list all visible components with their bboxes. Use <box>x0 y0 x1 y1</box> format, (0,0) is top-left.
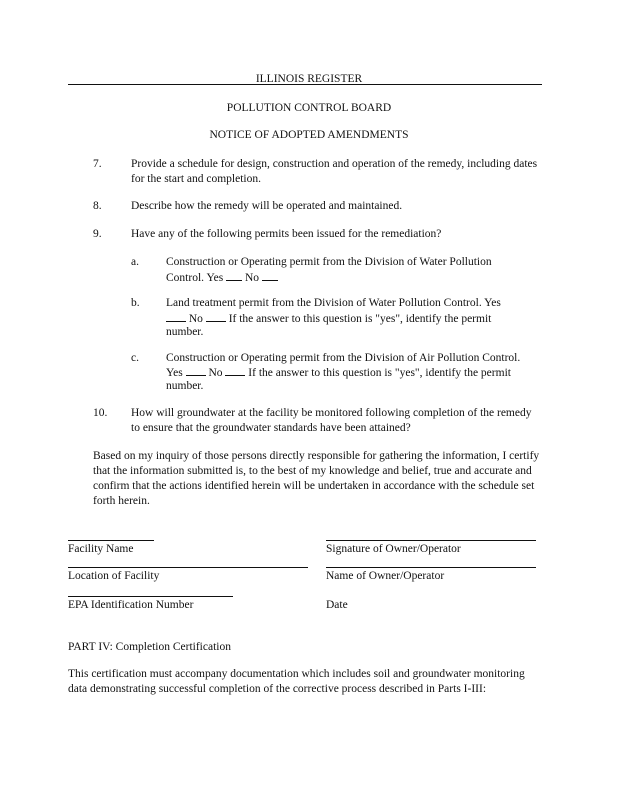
subitem-c-no-label: No <box>208 367 223 379</box>
subitem-c-line2 <box>166 365 511 381</box>
part4-title: PART IV: Completion Certification <box>68 641 231 653</box>
subitem-b-no-label: No <box>188 313 203 325</box>
epa-id-line[interactable] <box>68 596 233 597</box>
board-title: POLLUTION CONTROL BOARD <box>226 102 392 114</box>
subitem-b-no-blank[interactable] <box>206 311 226 322</box>
epa-id-label: EPA Identification Number <box>68 599 194 611</box>
subitem-a-yes-label: Control. Yes <box>166 272 224 284</box>
certification-paragraph: Based on my inquiry of those persons directly responsible for gathering the information, I certify that the information submitted is, to the best of my knowledge and belief, true and accurate and confirm that the actions identified herein will be undertaken in accordance with the schedule set forth herein. <box>93 450 540 507</box>
item-10-text: How will groundwater at the facility be monitored following completion of the remedy to ensure that the groundwater standards have been attained? <box>131 407 532 434</box>
signature-line[interactable] <box>326 540 536 541</box>
subitem-c-letter: c. <box>131 352 139 364</box>
subitem-b-line3: number. <box>166 326 204 338</box>
subitem-a-yes-blank[interactable] <box>226 270 242 281</box>
facility-name-line[interactable] <box>68 540 154 541</box>
date-label: Date <box>326 599 348 611</box>
subitem-b-line1: Land treatment permit from the Division of Water Pollution Control. Yes <box>166 297 501 309</box>
subitem-a-no-blank[interactable] <box>262 270 278 281</box>
owner-name-line[interactable] <box>326 567 536 568</box>
register-title: ILLINOIS REGISTER <box>255 73 363 85</box>
subitem-a-no-label: No <box>244 272 260 284</box>
item-9-number: 9. <box>93 228 102 240</box>
item-8-text: Describe how the remedy will be operated and maintained. <box>131 200 403 212</box>
item-7-number: 7. <box>93 158 102 170</box>
item-7-text: Provide a schedule for design, construction and operation of the remedy, including dates for the start and completion. <box>131 158 538 185</box>
subitem-c-yes-label: Yes <box>166 367 183 379</box>
subitem-a-letter: a. <box>131 256 139 268</box>
signature-label: Signature of Owner/Operator <box>326 543 461 555</box>
subitem-c-line3: number. <box>166 380 204 392</box>
subitem-c-permit-question: If the answer to this question is "yes", identify the permit <box>248 367 511 379</box>
location-label: Location of Facility <box>68 570 160 582</box>
subitem-c-no-blank[interactable] <box>225 365 245 376</box>
item-8-number: 8. <box>93 200 102 212</box>
subitem-c-line1: Construction or Operating permit from the Division of Air Pollution Control. <box>166 352 521 364</box>
item-10-number: 10. <box>93 407 108 419</box>
subitem-b-permit-question: If the answer to this question is "yes", identify the permit <box>228 313 492 325</box>
subitem-b-yes-blank[interactable] <box>166 311 186 322</box>
subitem-b-line2 <box>166 311 491 327</box>
location-line[interactable] <box>68 567 308 568</box>
owner-name-label: Name of Owner/Operator <box>326 570 445 582</box>
subitem-a-line1: Construction or Operating permit from the Division of Water Pollution <box>166 256 492 268</box>
subitem-c-yes-blank[interactable] <box>186 365 206 376</box>
item-9-text: Have any of the following permits been issued for the remediation? <box>131 228 442 240</box>
header-rule <box>68 84 542 85</box>
part4-text: This certification must accompany documentation which includes soil and groundwater monitoring data demonstrating successful completion of the corrective process described in Parts I-III: <box>68 668 525 695</box>
notice-title: NOTICE OF ADOPTED AMENDMENTS <box>209 129 409 141</box>
facility-name-label: Facility Name <box>68 543 134 555</box>
subitem-b-letter: b. <box>131 297 140 309</box>
subitem-a-line2 <box>166 270 278 286</box>
